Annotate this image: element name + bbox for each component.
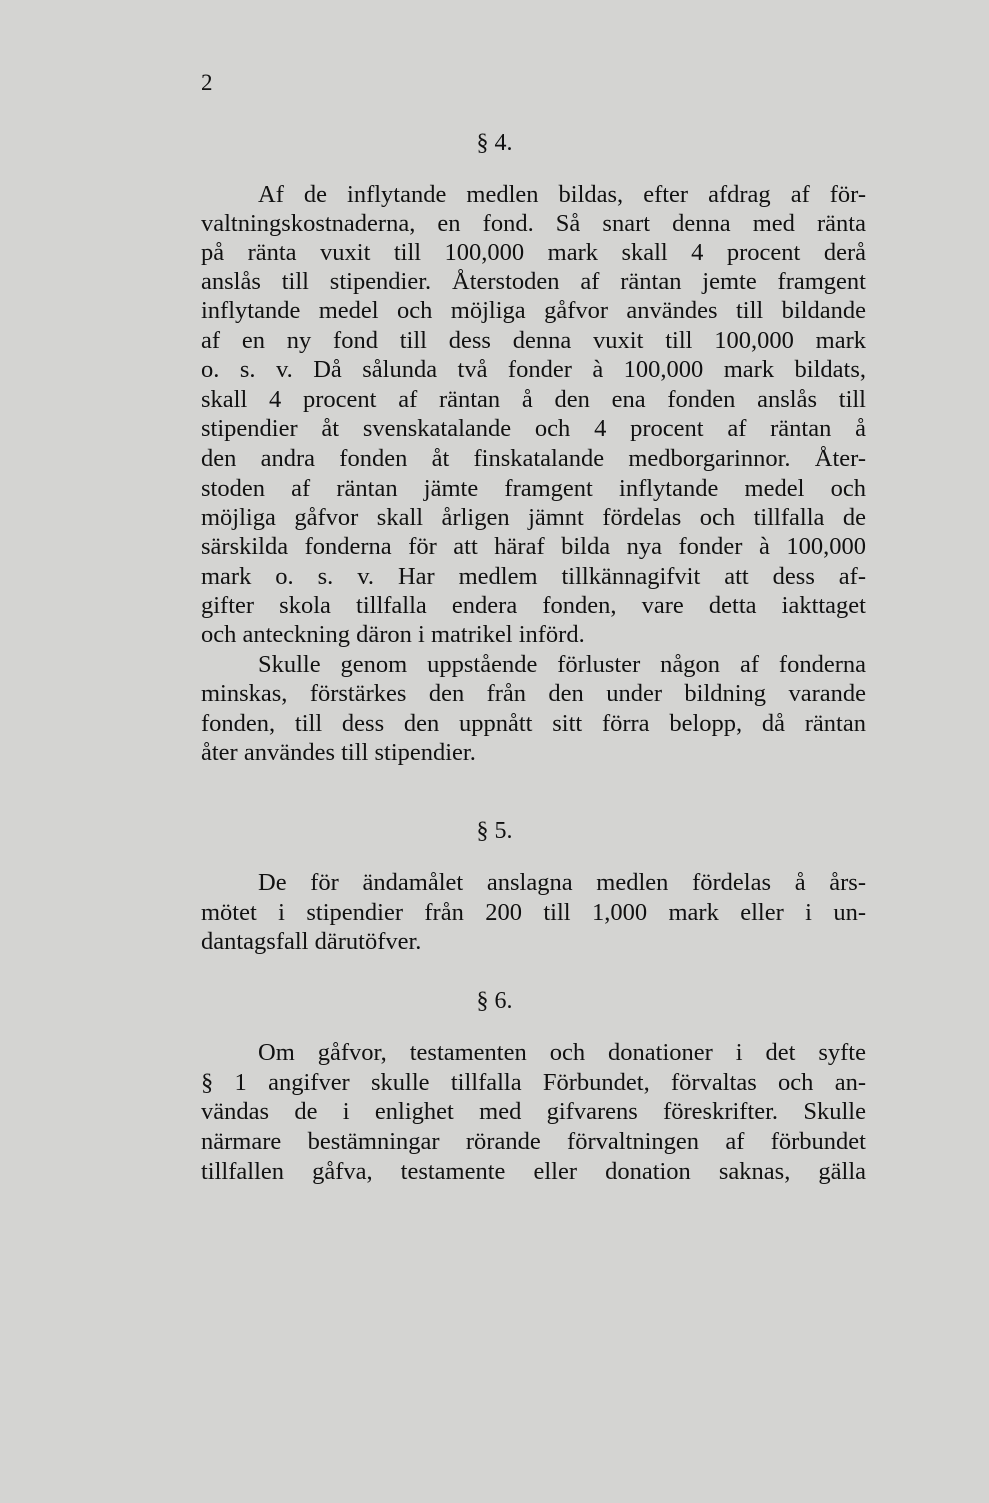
paragraph-line: den andra fonden åt finskatalande medborgarinnor. Åter- xyxy=(201,445,866,472)
paragraph-line: De för ändamålet anslagna medlen fördelas å års- xyxy=(258,869,866,896)
paragraph-line: tillfallen gåfva, testamente eller donation saknas, gälla xyxy=(201,1158,866,1185)
paragraph-line: dantagsfall därutöfver. xyxy=(201,928,422,955)
paragraph-line: o. s. v. Då sålunda två fonder à 100,000 mark bildats, xyxy=(201,356,866,383)
paragraph-line: möjliga gåfvor skall årligen jämnt fördelas och tillfalla de xyxy=(201,504,866,531)
paragraph-line: mark o. s. v. Har medlem tillkännagifvit att dess af- xyxy=(201,563,866,590)
paragraph-line: anslås till stipendier. Återstoden af räntan jemte framgent xyxy=(201,268,866,295)
paragraph-line: närmare bestämningar rörande förvaltningen af förbundet xyxy=(201,1128,866,1155)
paragraph-line: Om gåfvor, testamenten och donationer i det syfte xyxy=(258,1039,866,1066)
section-heading-6: § 6. xyxy=(476,988,513,1014)
paragraph-line: stipendier åt svenskatalande och 4 procent af räntan å xyxy=(201,415,866,442)
paragraph-line: af en ny fond till dess denna vuxit till 100,000 mark xyxy=(201,327,866,354)
paragraph-line: § 1 angifver skulle tillfalla Förbundet, förvaltas och an- xyxy=(201,1069,866,1096)
section-heading-5: § 5. xyxy=(476,818,513,844)
paragraph-line: mötet i stipendier från 200 till 1,000 mark eller i un- xyxy=(201,899,866,926)
paragraph-line: skall 4 procent af räntan å den ena fonden anslås till xyxy=(201,386,866,413)
paragraph-line: vändas de i enlighet med gifvarens föreskrifter. Skulle xyxy=(201,1098,866,1125)
paragraph-line: på ränta vuxit till 100,000 mark skall 4 procent derå xyxy=(201,239,866,266)
paragraph-line: gifter skola tillfalla endera fonden, vare detta iakttaget xyxy=(201,592,866,619)
paragraph-line: Af de inflytande medlen bildas, efter afdrag af för- xyxy=(258,181,866,208)
paragraph-line: inflytande medel och möjliga gåfvor användes till bildande xyxy=(201,297,866,324)
paragraph-line: åter användes till stipendier. xyxy=(201,739,476,766)
paragraph-line: valtningskostnaderna, en fond. Så snart denna med ränta xyxy=(201,210,866,237)
paragraph-line: särskilda fonderna för att häraf bilda nya fonder à 100,000 xyxy=(201,533,866,560)
section-heading-4: § 4. xyxy=(476,130,513,156)
paragraph-line: fonden, till dess den uppnått sitt förra belopp, då räntan xyxy=(201,710,866,737)
page-number: 2 xyxy=(201,70,213,95)
paragraph-line: minskas, förstärkes den från den under bildning varande xyxy=(201,680,866,707)
paragraph-line: och anteckning däron i matrikel införd. xyxy=(201,621,585,648)
paragraph-line: Skulle genom uppstående förluster någon af fonderna xyxy=(258,651,866,678)
paragraph-line: stoden af räntan jämte framgent inflytande medel och xyxy=(201,475,866,502)
